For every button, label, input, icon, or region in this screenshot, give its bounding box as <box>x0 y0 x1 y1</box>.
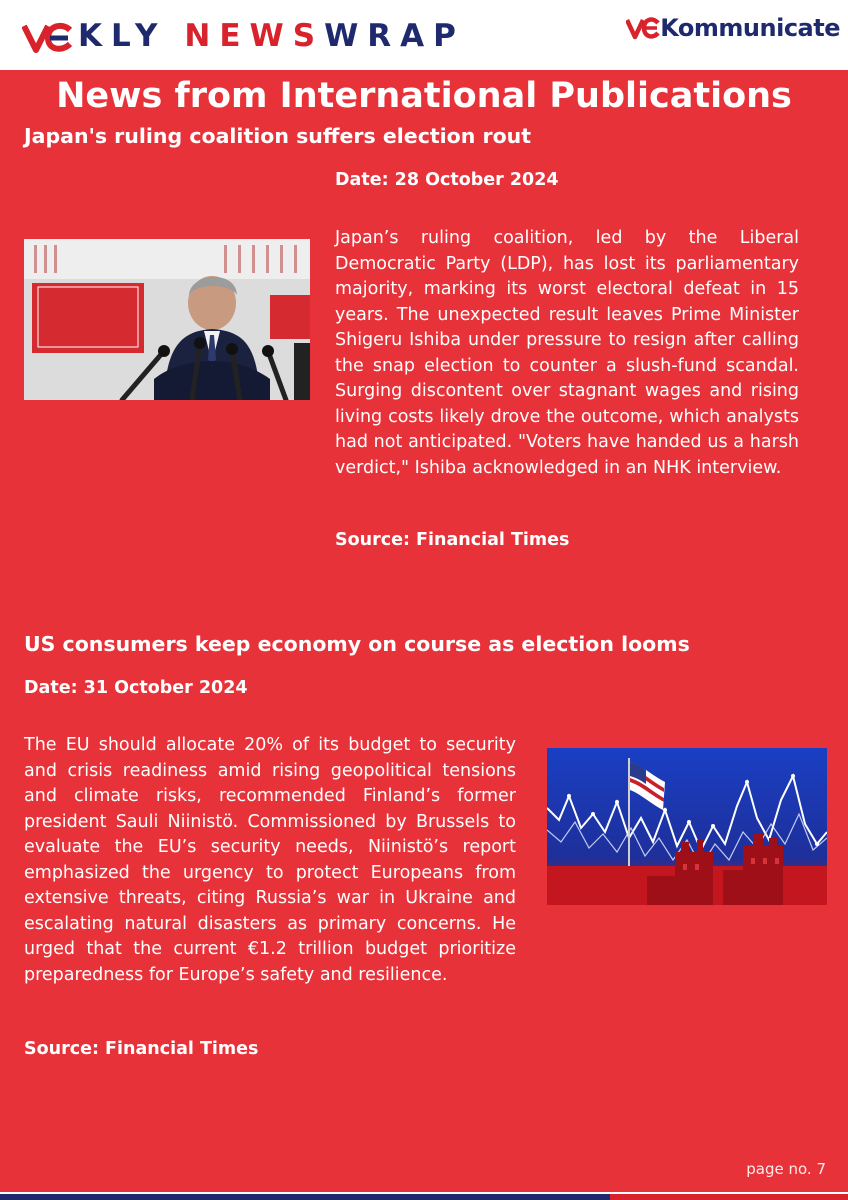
masthead-part-1: KLY <box>78 18 167 54</box>
article-2-source: Source: Financial Times <box>24 1039 259 1059</box>
page-number: page no. 7 <box>746 1160 826 1178</box>
masthead-part-3: WRAP <box>324 18 465 54</box>
ve-logo-icon <box>22 20 74 54</box>
article-1-photo <box>24 239 310 400</box>
article-2-headline: US consumers keep economy on course as election looms <box>24 632 690 656</box>
brand-name: Kommunicate <box>660 14 840 42</box>
article-2-photo <box>547 748 827 905</box>
article-2-body: The EU should allocate 20% of its budget to security and crisis readiness amid rising geopolitical tensions and climate risks, recommended Finland’s former president Sauli Niinistö. Commissioned by Brussels to evaluate the EU’s security needs, Niinistö’s report emphasized the urgency to protect Europeans from extensive threats, citing Russia’s war in Ukraine and escalating natural disasters as primary concerns. He urged that the current €1.2 trillion budget prioritize preparedness for Europe’s safety and resilience. <box>24 735 516 985</box>
bottom-color-stripe <box>0 1192 848 1200</box>
article-1-headline: Japan's ruling coalition suffers election rout <box>24 124 532 148</box>
us-flag-market-chart-image <box>547 748 827 905</box>
masthead-part-2: NEWS <box>184 18 325 54</box>
newsletter-masthead <box>78 18 465 54</box>
header-bar <box>0 0 848 70</box>
article-1-source: Source: Financial Times <box>335 530 570 550</box>
article-2-date: Date: 31 October 2024 <box>24 678 248 698</box>
vekommunicate-logo <box>626 14 840 44</box>
press-conference-image <box>24 239 310 400</box>
article-1-body: Japan’s ruling coalition, led by the Liberal Democratic Party (LDP), has lost its parliamentary majority, marking its worst electoral defeat in 15 years. The unexpected result leaves Prime Minister Shigeru Ishiba under pressure to resign after calling the snap election to counter a slush-fund scandal. Surging discontent over stagnant wages and rising living costs likely drove the outcome, which analysts had not anticipated. "Voters have handed us a harsh verdict," Ishiba acknowledged in an NHK interview. <box>335 228 799 478</box>
article-1-date: Date: 28 October 2024 <box>335 170 559 190</box>
page-title: News from International Publications <box>56 76 792 116</box>
brand-ve-icon <box>626 16 660 40</box>
